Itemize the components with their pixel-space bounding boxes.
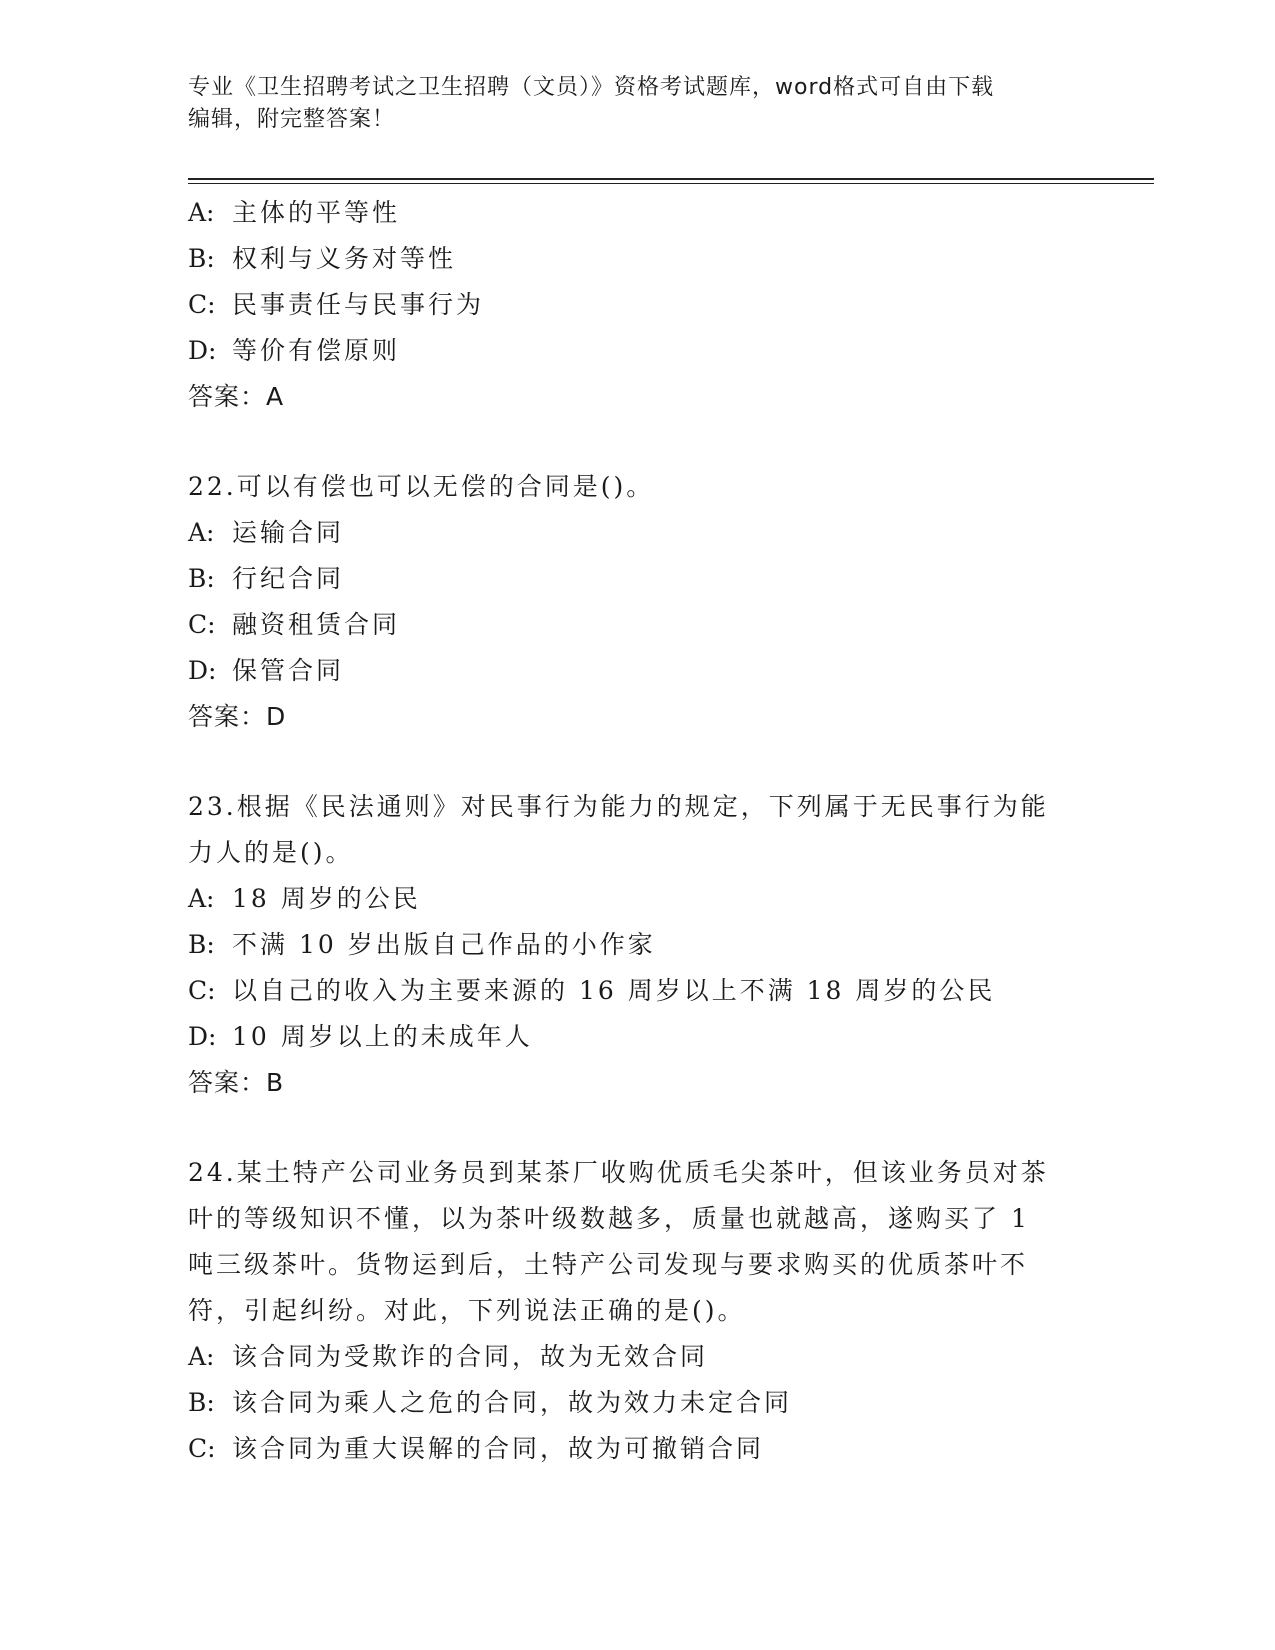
question-block-24 bbox=[188, 1150, 1088, 1472]
option-label: B: bbox=[188, 930, 215, 959]
option-text: 以自己的收入为主要来源的 16 周岁以上不满 18 周岁的公民 bbox=[232, 976, 996, 1005]
spacer bbox=[188, 740, 1088, 784]
option-text: 主体的平等性 bbox=[232, 198, 401, 227]
question-text: 22.可以有偿也可以无偿的合同是()。 bbox=[188, 472, 655, 501]
option-text: 该合同为受欺诈的合同，故为无效合同 bbox=[232, 1342, 709, 1371]
option-text: 不满 10 岁出版自己作品的小作家 bbox=[232, 930, 656, 959]
option-label: B: bbox=[188, 1388, 215, 1417]
question-text: 24.某土特产公司业务员到某茶厂收购优质毛尖茶叶，但该业务员对茶 bbox=[188, 1158, 1049, 1187]
option-a bbox=[188, 876, 1088, 922]
option-a bbox=[188, 1334, 1088, 1380]
answer-line: 答案：D bbox=[188, 702, 287, 731]
question-text: 23.根据《民法通则》对民事行为能力的规定，下列属于无民事行为能 bbox=[188, 792, 1049, 821]
option-label: B: bbox=[188, 564, 215, 593]
option-text: 10 周岁以上的未成年人 bbox=[232, 1022, 533, 1051]
spacer bbox=[188, 420, 1088, 464]
option-text: 保管合同 bbox=[232, 656, 345, 685]
option-text: 等价有偿原则 bbox=[232, 336, 401, 365]
question-text: 符，引起纠纷。对此，下列说法正确的是()。 bbox=[188, 1296, 746, 1325]
option-text: 权利与义务对等性 bbox=[232, 244, 457, 273]
option-d bbox=[188, 648, 1088, 694]
option-label: A: bbox=[188, 198, 215, 227]
option-c bbox=[188, 282, 1088, 328]
option-b bbox=[188, 236, 1088, 282]
option-d bbox=[188, 1014, 1088, 1060]
question-block-23 bbox=[188, 784, 1088, 1106]
question-block-22 bbox=[188, 464, 1088, 740]
option-label: C: bbox=[188, 976, 216, 1005]
answer-line: 答案：A bbox=[188, 382, 285, 411]
option-text: 该合同为乘人之危的合同，故为效力未定合同 bbox=[232, 1388, 793, 1417]
option-label: A: bbox=[188, 518, 215, 547]
document-header bbox=[188, 72, 1088, 136]
header-title-line-1: 专业《卫生招聘考试之卫生招聘（文员）》资格考试题库，word格式可自由下载 bbox=[188, 75, 995, 100]
option-label: D: bbox=[188, 1022, 217, 1051]
option-label: C: bbox=[188, 610, 216, 639]
question-text: 力人的是()。 bbox=[188, 838, 354, 867]
option-a bbox=[188, 510, 1088, 556]
option-c bbox=[188, 602, 1088, 648]
spacer bbox=[188, 1106, 1088, 1150]
header-divider bbox=[188, 178, 1154, 184]
option-label: B: bbox=[188, 244, 215, 273]
option-text: 运输合同 bbox=[232, 518, 345, 547]
option-d bbox=[188, 328, 1088, 374]
question-list bbox=[188, 190, 1088, 1472]
option-a bbox=[188, 190, 1088, 236]
option-text: 该合同为重大误解的合同，故为可撤销合同 bbox=[232, 1434, 765, 1463]
option-b bbox=[188, 1380, 1088, 1426]
option-label: C: bbox=[188, 290, 216, 319]
option-text: 18 周岁的公民 bbox=[232, 884, 421, 913]
question-text: 吨三级茶叶。货物运到后，土特产公司发现与要求购买的优质茶叶不 bbox=[188, 1250, 1029, 1279]
option-c bbox=[188, 968, 1088, 1014]
answer-line: 答案：B bbox=[188, 1068, 285, 1097]
option-c bbox=[188, 1426, 1088, 1472]
option-text: 行纪合同 bbox=[232, 564, 345, 593]
option-label: C: bbox=[188, 1434, 216, 1463]
option-b bbox=[188, 922, 1088, 968]
option-text: 融资租赁合同 bbox=[232, 610, 401, 639]
option-label: A: bbox=[188, 884, 215, 913]
question-block-21 bbox=[188, 190, 1088, 420]
option-label: D: bbox=[188, 336, 217, 365]
option-text: 民事责任与民事行为 bbox=[232, 290, 485, 319]
option-label: A: bbox=[188, 1342, 215, 1371]
header-title-line-2: 编辑，附完整答案！ bbox=[188, 107, 396, 132]
option-b bbox=[188, 556, 1088, 602]
option-label: D: bbox=[188, 656, 217, 685]
question-text: 叶的等级知识不懂，以为茶叶级数越多，质量也就越高，遂购买了 1 bbox=[188, 1204, 1030, 1233]
